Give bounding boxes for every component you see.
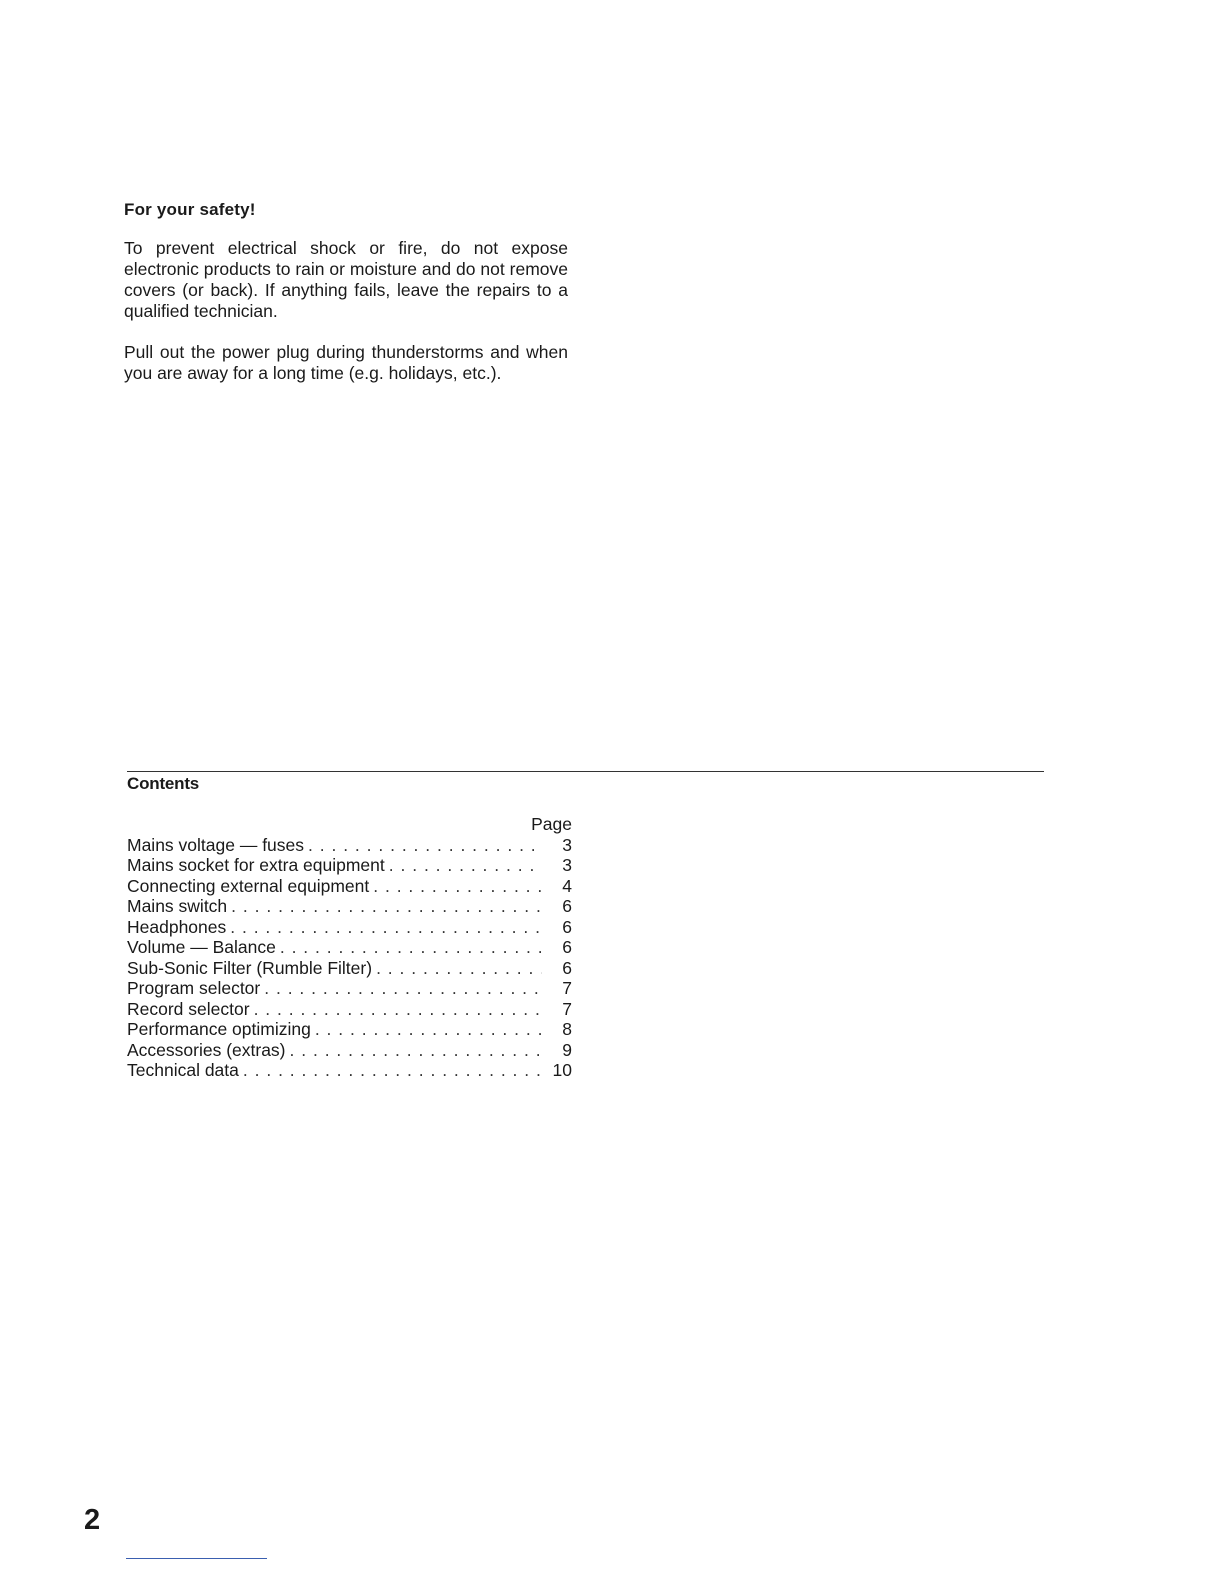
contents-heading: Contents	[127, 774, 200, 793]
toc-leader-dots	[315, 1019, 542, 1040]
toc-entry-label: Performance optimizing	[127, 1019, 311, 1039]
toc-entry-label: Mains switch	[127, 896, 228, 916]
contents-section	[127, 774, 572, 1081]
toc-entry-page: 6	[562, 957, 572, 978]
toc-leader-dots	[280, 937, 542, 958]
toc-leader-dots	[231, 896, 542, 917]
toc-entry-page: 4	[562, 875, 572, 896]
toc-entry-label: Mains voltage — fuses	[127, 834, 305, 855]
toc-entry-label: Headphones	[127, 916, 227, 937]
toc-entry-label: Volume — Balance	[127, 937, 276, 957]
toc-entry-page: 8	[562, 1019, 572, 1039]
toc-entry	[127, 1019, 572, 1040]
toc-entry-page: 3	[562, 834, 572, 855]
safety-paragraph-2: Pull out the power plug during thunderstorms and when you are away for a long time (e.g. holidays, etc.).	[124, 342, 568, 383]
page-column-label: Page	[531, 814, 572, 834]
toc-leader-dots	[389, 855, 542, 876]
toc-entry-label: Record selector	[127, 998, 250, 1019]
toc-entry	[127, 855, 572, 876]
toc-leader-dots	[373, 876, 542, 897]
toc-leader-dots	[290, 1040, 542, 1061]
safety-section	[124, 200, 568, 404]
toc-leader-dots	[264, 978, 542, 999]
toc-entry-label: Technical data	[127, 1060, 239, 1080]
table-of-contents	[127, 835, 572, 1081]
toc-entry-page: 3	[562, 855, 572, 875]
toc-leader-dots	[308, 835, 542, 856]
toc-entry-page: 7	[562, 978, 572, 998]
toc-leader-dots	[254, 999, 542, 1020]
safety-heading: For your safety!	[124, 200, 256, 219]
toc-entry-label: Mains socket for extra equipment	[127, 855, 385, 875]
toc-entry-label: Program selector	[127, 978, 261, 998]
toc-entry-label: Connecting external equipment	[127, 875, 370, 896]
toc-entry-page: 6	[562, 937, 572, 957]
toc-entry	[127, 835, 572, 856]
toc-entry-label: Sub-Sonic Filter (Rumble Filter)	[127, 957, 373, 978]
footer-rule	[126, 1558, 267, 1559]
toc-entry	[127, 978, 572, 999]
toc-leader-dots	[243, 1060, 542, 1081]
toc-entry-page: 7	[562, 998, 572, 1019]
section-divider	[127, 771, 1044, 772]
toc-entry	[127, 958, 572, 979]
page-number: 2	[84, 1504, 101, 1536]
toc-entry	[127, 999, 572, 1020]
toc-leader-dots	[230, 917, 542, 938]
toc-leader-dots	[376, 958, 542, 979]
toc-entry	[127, 896, 572, 917]
toc-entry-page: 9	[562, 1039, 572, 1060]
toc-entry-label: Accessories (extras)	[127, 1039, 286, 1060]
toc-entry-page: 10	[552, 1060, 572, 1080]
toc-entry-page: 6	[562, 896, 572, 916]
toc-entry	[127, 917, 572, 938]
toc-entry-page: 6	[562, 916, 572, 937]
toc-entry	[127, 876, 572, 897]
safety-paragraph-1: To prevent electrical shock or fire, do not expose electronic products to rain or moisture and do not remove covers (or back). If anything fails, leave the repairs to a qualified technician.	[124, 238, 568, 321]
toc-entry	[127, 937, 572, 958]
toc-entry	[127, 1040, 572, 1061]
toc-entry	[127, 1060, 572, 1081]
